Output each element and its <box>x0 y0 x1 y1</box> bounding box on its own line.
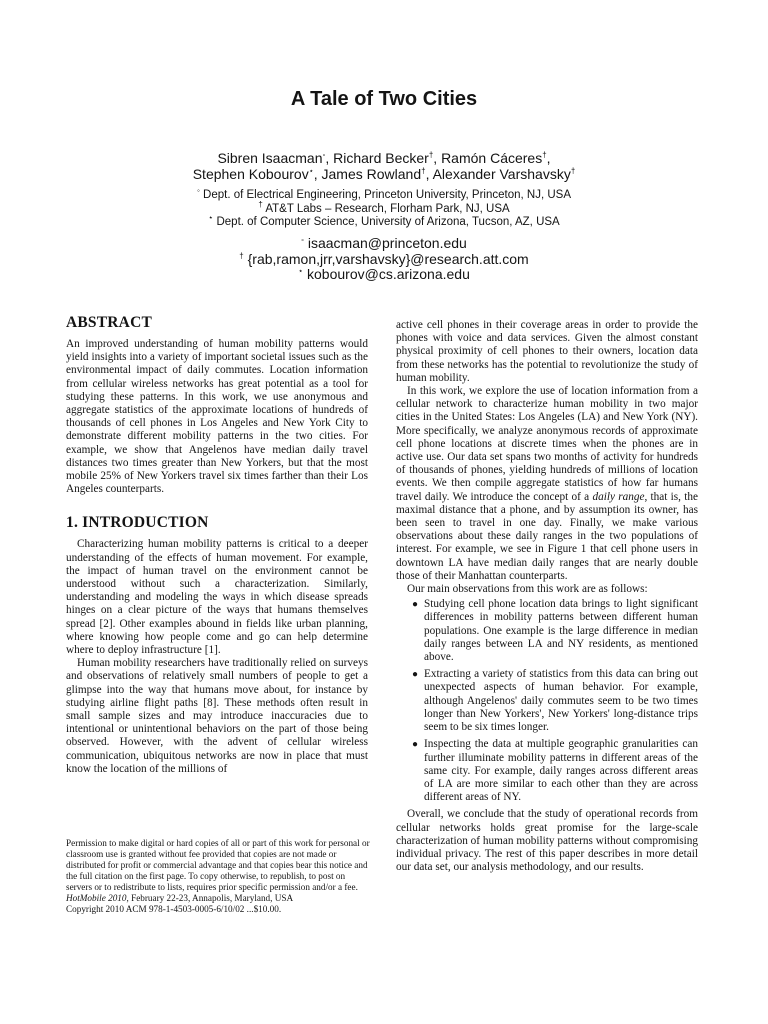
author-separator: , <box>425 166 433 182</box>
body-paragraph: Characterizing human mobility patterns is critical to a deeper understanding of the effects of human movement. For example, the impact of human travel on the environment cannot be understood without such a characterization. Similarly, understanding and modeling the ways in which disease spreads hinges on a clear picture of the ways that humans themselves spread [2]. Other examples abound in fields like urban planning, where knowing how people come and go can help determine where to deploy infrastructure [1]. <box>66 538 368 657</box>
author-name: Alexander Varshavsky <box>432 166 571 182</box>
affiliation-mark: † <box>428 150 434 160</box>
author-separator: , <box>546 150 551 166</box>
right-column <box>396 319 698 874</box>
abstract-text: An improved understanding of human mobility patterns would yield insights into a variety of important societal issues such as the environmental impact of daily commutes. Location information from cellular wireless networks has great potential as a tool for studying these patterns. In this work, we use anonymous and aggregate statistics of the approximate locations of hundreds of thousands of cell phones in Los Angeles and New York City to demonstrate different mobility patterns in the two cities. For example, we show that Angelenos have median daily travel distances two times greater than New Yorkers, but that the most mobile 25% of New Yorkers travel six times farther than their Los Angeles counterparts. <box>66 338 368 496</box>
affiliation-mark: † <box>542 150 547 160</box>
venue-name: HotMobile 2010, <box>66 893 129 903</box>
list-item <box>412 738 698 804</box>
email <box>0 267 768 283</box>
author-separator: , <box>433 150 442 166</box>
permission-text: Permission to make digital or hard copies of all or part of this work for personal or classroom use is granted without fee provided that copies are not made or distributed for profit or commercial advantage and that copies bear this notice and the full citation on the first page. To copy otherwise, to republish, to post on servers or to redistribute to lists, requires prior specific permission and/or a fee. <box>66 838 370 892</box>
affiliation-mark: ⋆ <box>298 266 304 276</box>
author-separator: , <box>325 150 334 166</box>
list-item-text: Inspecting the data at multiple geographic granularities can further illuminate mobility patterns in different areas of the same city. For example, daily ranges across different areas of LA are more similar to each other than they are across different areas of NY. <box>424 738 698 804</box>
affiliation-text: Dept. of Electrical Engineering, Princeton University, Princeton, NJ, USA <box>203 189 571 201</box>
email-text: {rab,ramon,jrr,varshavsky}@research.att.com <box>247 250 529 267</box>
body-paragraph: Overall, we conclude that the study of operational records from cellular networks holds great promise for the large-scale characterization of human mobility patterns without compromising individual privacy. The rest of this paper describes in more detail our data set, our analysis methodology, and our results. <box>396 808 698 874</box>
observation-list <box>396 598 698 804</box>
paragraph-text: In this work, we explore the use of location information from a cellular network to characterize human mobility in two major cities in the United States: Los Angeles (LA) and New York (NY). More specifically, we analyze anonymous records of approximate cell phone locations at discrete times when the phones are in active use. Our data set spans two months of activity for hundreds of thousands of phones, yielding hundreds of millions of location events. We then compile aggregate statistics of how far humans travel daily. We introduce the concept of a <box>396 385 698 503</box>
affiliation-mark: † <box>570 166 576 176</box>
affiliation-text: AT&T Labs – Research, Florham Park, NJ, USA <box>265 202 510 215</box>
author-name: James Rowland <box>321 166 422 182</box>
affiliation-mark: ◦ <box>301 235 304 245</box>
affiliation <box>0 213 768 230</box>
affiliation <box>0 199 768 217</box>
email <box>0 252 768 268</box>
affiliation-mark: † <box>239 250 244 260</box>
author-name: Stephen Kobourov <box>192 166 309 182</box>
affiliation-mark: ◦ <box>322 150 326 160</box>
affiliation-mark: ⋆ <box>208 213 214 223</box>
bullet-icon: ● <box>412 669 419 681</box>
author-separator: , <box>313 166 322 182</box>
list-item <box>412 668 698 734</box>
venue-details: February 22-23, Annapolis, Maryland, USA <box>128 893 294 903</box>
affiliation-text: Dept. of Computer Science, University of Arizona, Tucson, AZ, USA <box>216 216 560 228</box>
permission-notice <box>66 838 371 915</box>
list-item-text: Extracting a variety of statistics from this data can bring out unexpected aspects of human behavior. For example, although Angelenos' daily commutes seem to be two times longer than New Yorkers', New Yorkers' long-distance trips seem to be six times longer. <box>424 668 698 734</box>
affiliation-mark: † <box>258 199 263 209</box>
copyright-line: Copyright 2010 ACM 978-1-4503-0005-6/10/02 ...$10.00. <box>66 904 282 914</box>
left-column <box>66 314 368 776</box>
affiliation-mark: ◦ <box>197 186 200 196</box>
body-paragraph: active cell phones in their coverage areas in order to provide the phones with voice and data services. Given the almost constant physical proximity of cell phones to their owners, location data from these networks has the potential to revolutionize the study of human mobility. <box>396 319 698 384</box>
affiliation-mark: ⋆ <box>308 166 314 176</box>
email-text: isaacman@princeton.edu <box>307 235 467 251</box>
paragraph-text: , that is, the maximal distance that a phone, and by assumption its owner, has been seen to travel in one day. Finally, we make various observations about these daily ranges in the two populations of interest. For example, we see in Figure 1 that cell phone users in downtown LA have median daily ranges that are nearly double those of their Manhattan counterparts. <box>396 490 698 582</box>
author-list <box>0 150 768 182</box>
affiliation-mark: † <box>421 166 426 176</box>
list-item-text: Studying cell phone location data brings to light significant differences in mobility patterns between different human populations. One example is the large difference in median daily ranges between LA and NY residents, as mentioned above. <box>424 598 698 664</box>
email-list <box>0 236 768 283</box>
bullet-icon: ● <box>412 739 419 751</box>
paper-title: A Tale of Two Cities <box>290 88 478 110</box>
venue-line <box>66 893 371 904</box>
body-paragraph: Our main observations from this work are as follows: <box>407 583 648 596</box>
body-paragraph <box>396 385 698 583</box>
affiliation-list <box>0 186 768 230</box>
introduction-heading: 1. INTRODUCTION <box>66 514 209 532</box>
list-item <box>412 598 698 664</box>
body-paragraph: Human mobility researchers have traditionally relied on surveys and observations of relatively small numbers of people to get a glimpse into the way that humans move about, for instance by studying airline flight paths [8]. These methods often result in small sample sizes and may introduce inaccuracies due to intentional or unintentional behaviors on the part of those being observed. However, with the advent of cellular wireless communication, ubiquitous networks are now in place that must know the location of the millions of <box>66 657 368 775</box>
emphasized-term: daily range <box>592 490 645 503</box>
author-name: Sibren Isaacman <box>217 150 323 166</box>
author-line-2 <box>0 166 768 182</box>
abstract-heading: ABSTRACT <box>66 314 153 331</box>
author-line-1 <box>0 150 768 166</box>
email <box>0 236 768 252</box>
author-name: Richard Becker <box>333 150 429 166</box>
affiliation <box>0 186 768 203</box>
bullet-icon: ● <box>412 599 419 611</box>
author-name: Ramón Cáceres <box>441 150 543 166</box>
email-text: kobourov@cs.arizona.edu <box>307 266 470 282</box>
